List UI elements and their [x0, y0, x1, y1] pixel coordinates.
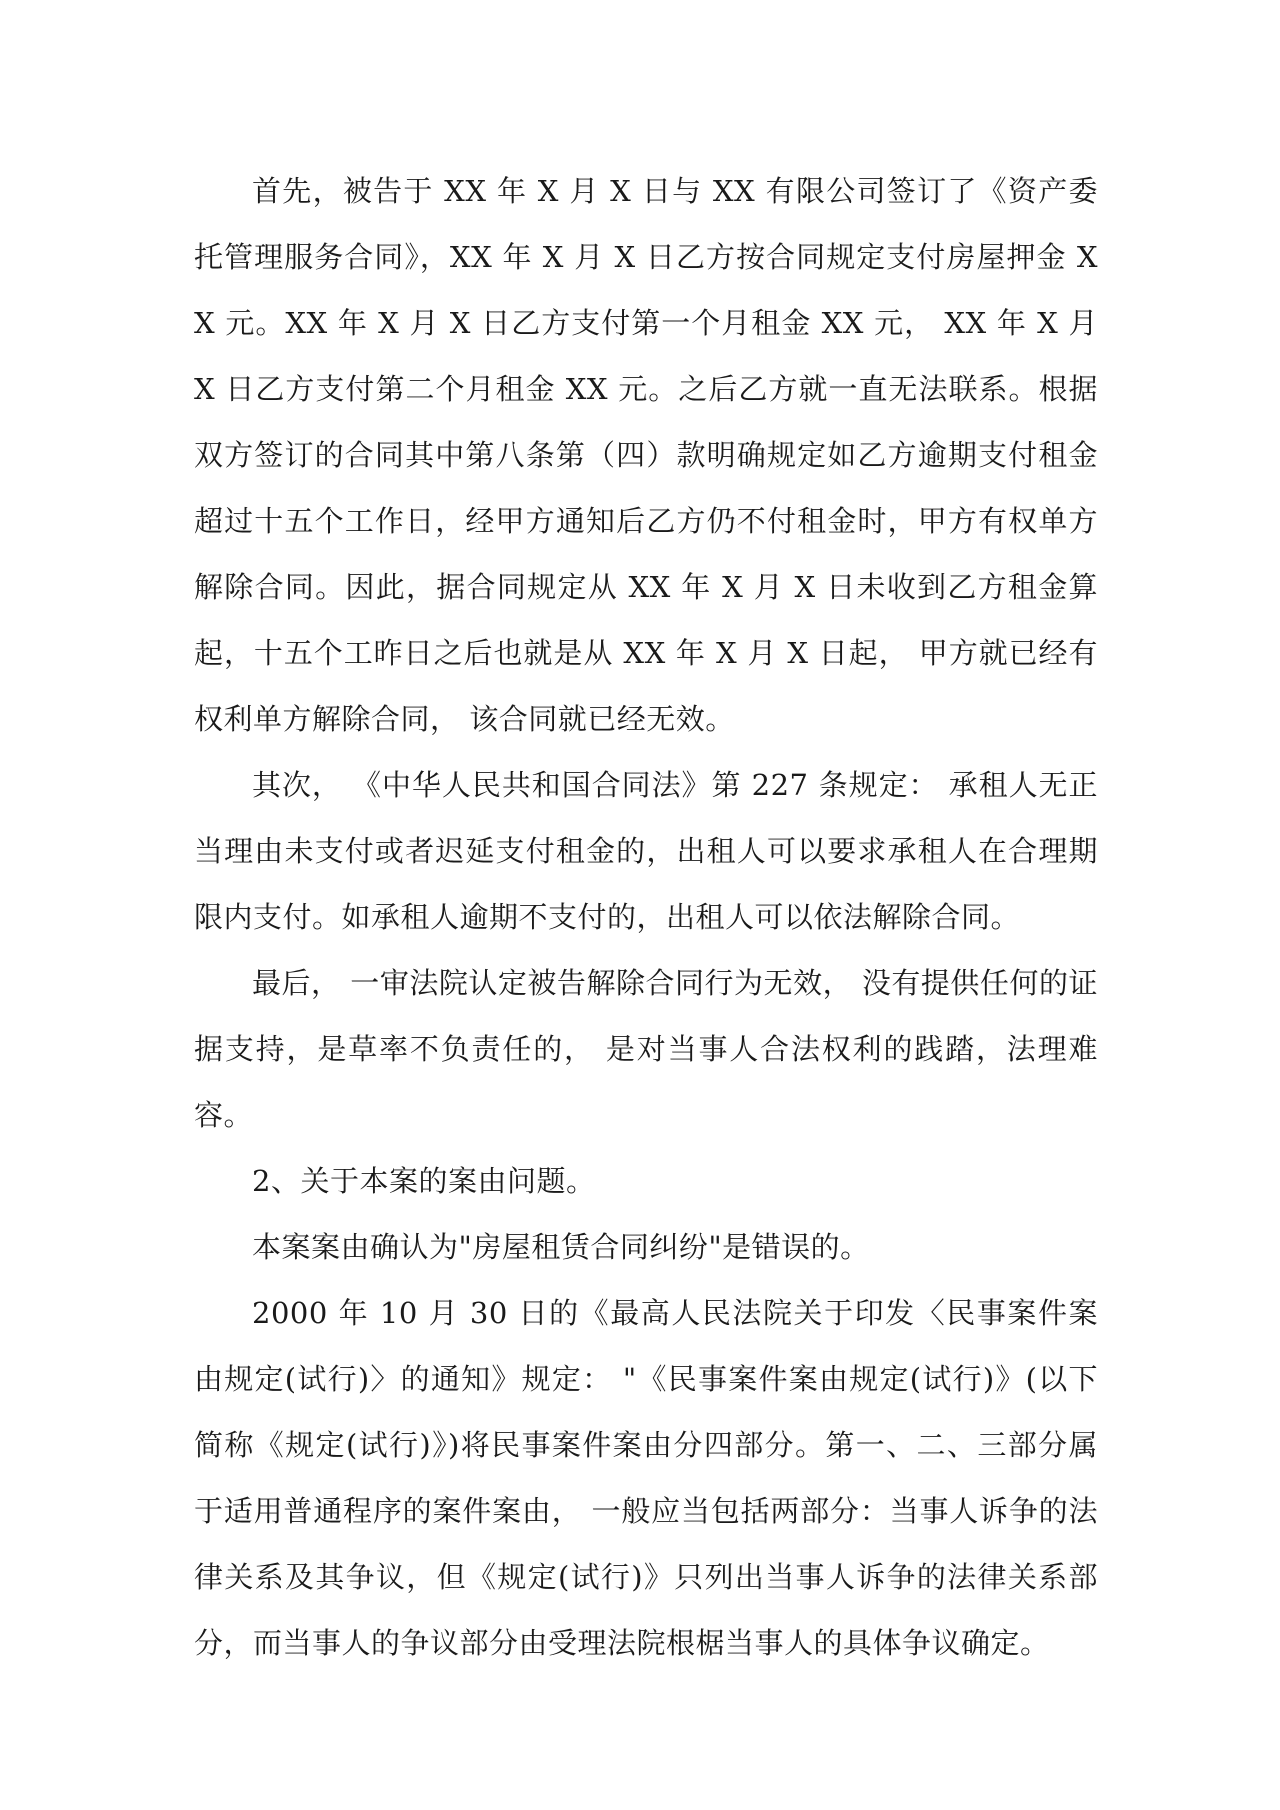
paragraph-first-point: 首先，被告于 XX 年 X 月 X 日与 XX 有限公司签订了《资产委托管理服务合同》，XX 年 X 月 X 日乙方按合同规定支付房屋押金 XX 元。XX 年 X 月 X 日乙方支付第一个月租金 XX 元， XX 年 X 月 X 日乙方支付第二个月租金 XX 元。之后乙方就一直无法联系。根据双方签订的合同其中第八条第（四）款明确规定如乙方逾期支付租金超过十五个工作日，经甲方通知后乙方仍不付租金时，甲方有权单方解除合同。因此，据合同规定从 XX 年 X 月 X 日未收到乙方租金算起，十五个工昨日之后也就是从 XX 年 X 月 X 日起， 甲方就已经有权利单方解除合同， 该合同就已经无效。	[194, 174, 1098, 736]
section-heading-case-cause: 2、关于本案的案由问题。	[252, 1164, 596, 1198]
paragraph-third-point: 最后， 一审法院认定被告解除合同行为无效， 没有提供任何的证据支持，是草率不负责任的， 是对当事人合法权利的践踏，法理难容。	[194, 966, 1098, 1132]
paragraph-supreme-court-notice: 2000 年 10 月 30 日的《最高人民法院关于印发〈民事案件案由规定(试行)〉的通知》规定： "《民事案件案由规定(试行)》(以下简称《规定(试行)》)将民事案件案由分四部分。第一、二、三部分属于适用普通程序的案件案由， 一般应当包括两部分：当事人诉争的法律关系及其争议，但《规定(试行)》只列出当事人诉争的法律关系部分，而当事人的争议部分由受理法院根椐当事人的具体争议确定。	[194, 1296, 1098, 1660]
paragraph-second-point: 其次， 《中华人民共和国合同法》第 227 条规定： 承租人无正当理由未支付或者迟延支付租金的，出租人可以要求承租人在合理期限内支付。如承租人逾期不支付的，出租人可以依法解除合同。	[194, 768, 1098, 934]
document-body	[194, 158, 1098, 1676]
paragraph-case-cause-error: 本案案由确认为"房屋租赁合同纠纷"是错误的。	[252, 1230, 870, 1264]
